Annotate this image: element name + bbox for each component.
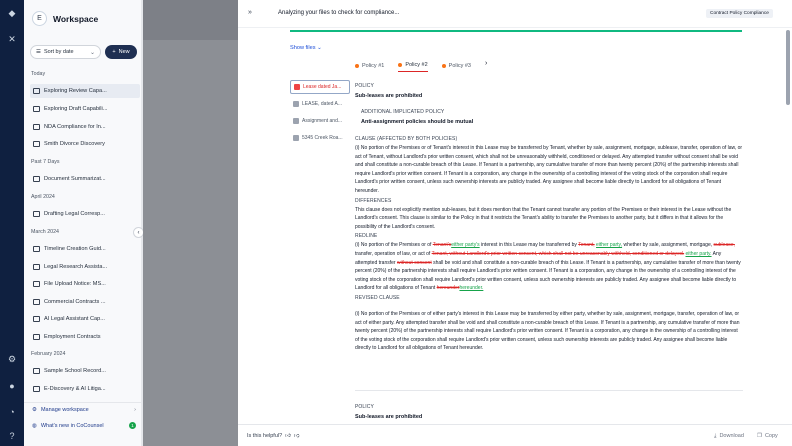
policy-label: POLICY <box>355 404 374 410</box>
chat-icon <box>33 106 40 112</box>
list-item[interactable] <box>30 120 140 134</box>
redline-deletion: hereunder <box>436 285 460 292</box>
redline-insertion: either party. <box>685 250 712 257</box>
thumbs-up-icon[interactable]: 👍︎ <box>285 433 291 439</box>
manage-workspace-label: Manage workspace <box>40 407 89 413</box>
list-item-label: Sample School Record... <box>44 368 106 374</box>
whats-new-label: What's new in CoCounsel <box>40 422 104 429</box>
revised-clause-text: (i) No portion of the Premises or of either party's interest in this Lease may be transferred by either party, whether by sale, assignment, mortgage, transfer, operation of law, or act of either party. Any attempted transfer shall be void and shall constitute a non-curable breach of this Lease. If Tenant is a partnership, any cumulative transfer of more than twenty percent (20%) of the partnership interests shall require Landlord's prior written consent. If Tenant is a corporation, any change in the ownership of a controlling interest of the voting stock of the corporation shall require Landlord's prior written consent, unless such ownership interests are publicly traded. Any assignee shall become liable directly to Landlord for all obligations of Tenant hereunder. <box>355 310 740 352</box>
status-text: Analyzing your files to check for compliance... <box>278 10 400 16</box>
redline-segment: whether by sale, assignment, mortgage, <box>622 242 714 249</box>
settings-icon[interactable]: ⚙ <box>7 353 17 364</box>
differences-text: This clause does not explicitly mention sub-leases, but it does mention that the Tenant cannot transfer any portion of the Premises or their interest in the Lease without the Landlord's consent. This clause is similar to the Policy in that it restricts the Tenant's ability to transfer the Premises to another party, but it differs in that it allows for the possibility of the Landlord's consent. <box>355 206 732 230</box>
section-label: Past 7 Days <box>31 159 60 165</box>
chevron-down-icon: ⌄ <box>317 45 322 51</box>
compliance-result <box>355 80 743 353</box>
list-item[interactable] <box>30 312 140 326</box>
feedback-row <box>247 433 300 439</box>
download-label: Download <box>719 433 744 439</box>
file-icon <box>293 135 299 141</box>
modal-backdrop[interactable] <box>143 0 239 446</box>
list-item[interactable] <box>30 242 140 256</box>
globe-icon: ◍ <box>32 422 37 429</box>
list-item-label: Timeline Creation Guid... <box>44 246 106 252</box>
chat-icon <box>33 211 40 217</box>
download-icon: ⤓ <box>714 433 717 439</box>
redline-deletion: Tenant, without Landlord's prior written consent, which shall not be unreasonably withheld, conditioned or delayed. <box>431 250 685 257</box>
plus-icon: + <box>112 49 116 55</box>
list-item-label: Exploring Review Capa... <box>44 88 107 94</box>
chat-icon <box>33 334 40 340</box>
compliance-panel <box>238 0 792 446</box>
backdrop-header <box>143 0 239 40</box>
workspace-header[interactable] <box>32 11 98 26</box>
copy-button[interactable] <box>757 433 778 439</box>
download-button[interactable] <box>714 433 744 440</box>
show-files-link[interactable] <box>290 45 322 51</box>
workspace-name: Workspace <box>53 13 99 24</box>
list-item-label: Document Summarizat... <box>44 176 106 182</box>
gear-icon: ⚙ <box>32 407 37 413</box>
file-name: 5345 Creek Roa... <box>302 135 343 141</box>
progress-fill <box>290 30 742 32</box>
file-item[interactable] <box>290 97 350 111</box>
chat-icon <box>33 368 40 374</box>
chat-icon[interactable]: ◔ <box>9 407 15 417</box>
clause-text: (i) No portion of the Premises or of Tenant's interest in this Lease may be transferred by Tenant, whether by sale, assignment, mortgage, sublease, transfer, operation of law, or act of Tenant, without Landlord's prior written consent, which shall not be unreasonably withheld, conditioned or delayed. Any attempted transfer without consent shall be void and shall constitute a non-curable breach of this Lease. If Tenant is a partnership, any cumulative transfer of more than twenty percent (20%) of the partnership interests shall require Landlord's prior written consent. If Tenant is a corporation, any change in the ownership of a controlling interest of the voting stock of the corporation shall require Landlord's prior written consent, unless such ownership interests are publicly traded. Any assignee shall become liable directly to Landlord for all obligations of Tenant hereunder. <box>355 145 743 194</box>
chat-icon <box>33 386 40 392</box>
file-item[interactable] <box>290 80 350 94</box>
new-button[interactable] <box>105 45 137 59</box>
copy-label: Copy <box>764 433 778 439</box>
chat-icon <box>33 176 40 182</box>
expand-icon[interactable]: » <box>248 9 252 16</box>
file-item[interactable] <box>290 131 350 145</box>
section-label: April 2024 <box>31 194 55 200</box>
workspace-avatar: E <box>32 11 47 26</box>
file-name: Lease dated Ja... <box>303 84 342 90</box>
redline-segment: interest in this Lease may be transferred by <box>479 242 579 249</box>
list-item-label: E-Discovery & AI Litiga... <box>44 386 106 392</box>
list-item[interactable] <box>30 330 140 344</box>
list-item[interactable] <box>30 382 140 396</box>
redline-deletion: Tenant, <box>578 242 595 249</box>
tab-label: Policy #3 <box>448 62 471 69</box>
redline-text <box>355 241 743 293</box>
section-label: March 2024 <box>31 229 59 235</box>
redline-deletion: without consent <box>396 259 432 266</box>
list-item-label: Legal Research Assista... <box>44 264 108 270</box>
status-dot-icon <box>442 64 446 68</box>
chat-icon <box>33 246 40 252</box>
clause-label: CLAUSE (AFFECTED BY BOTH POLICIES) <box>355 136 458 142</box>
divider <box>355 390 743 391</box>
section-label: February 2024 <box>31 351 66 357</box>
progress-bar <box>290 30 742 32</box>
sidebar-footer <box>24 402 142 403</box>
profile-icon[interactable]: ● <box>9 381 15 391</box>
show-files-label: Show files <box>290 45 316 51</box>
status-dot-icon <box>355 64 359 68</box>
chevron-left-icon: ‹ <box>137 229 140 236</box>
chat-icon <box>33 281 40 287</box>
file-icon <box>294 84 300 90</box>
chevron-down-icon: ⌄ <box>89 49 95 56</box>
redline-insertion: hereunder. <box>459 285 484 292</box>
list-item[interactable] <box>30 137 140 151</box>
tools-icon[interactable]: ✕ <box>8 33 16 44</box>
panel-footer <box>238 424 792 446</box>
scrollbar[interactable] <box>786 30 790 105</box>
tab-policy-1[interactable] <box>355 62 384 72</box>
redline-segment: transfer, operation of law, or act of <box>355 250 432 257</box>
list-item-label: Employment Contracts <box>44 334 101 340</box>
policy-tabs <box>355 62 487 72</box>
sort-icon: ☰ <box>36 49 41 55</box>
policy-label: POLICY <box>355 83 374 89</box>
redline-segment: (i) No portion of the Premises or of <box>355 242 433 249</box>
skill-tag: Contract Policy Compliance <box>706 9 773 18</box>
list-item[interactable] <box>30 102 140 116</box>
app-logo-icon[interactable]: ◆ <box>8 7 16 18</box>
list-item-label: Drafting Legal Corresp... <box>44 211 105 217</box>
list-item-label: NDA Compliance for In... <box>44 124 106 130</box>
list-item[interactable] <box>30 260 140 274</box>
list-item-label: Exploring Draft Capabili... <box>44 106 108 112</box>
chat-icon <box>33 141 40 147</box>
redline-label: REDLINE <box>355 233 378 240</box>
file-item[interactable] <box>290 114 350 128</box>
tab-policy-3[interactable] <box>442 62 471 72</box>
list-item[interactable] <box>30 84 140 98</box>
revised-clause-label: REVISED CLAUSE <box>355 294 400 301</box>
manage-workspace-link[interactable] <box>32 407 136 413</box>
help-icon[interactable]: ? <box>9 431 15 441</box>
status-dot-icon <box>398 63 402 67</box>
file-list <box>290 80 350 148</box>
redline-insertion: either party's <box>451 242 480 249</box>
list-item[interactable] <box>30 364 140 378</box>
whats-new-link[interactable] <box>32 422 136 429</box>
additional-policy-label: ADDITIONAL IMPLICATED POLICY <box>361 109 445 115</box>
file-name: LEASE, dated A... <box>302 101 343 107</box>
chat-icon <box>33 316 40 322</box>
file-icon <box>293 118 299 124</box>
redline-deletion: sublease, <box>713 242 735 249</box>
thumbs-down-icon[interactable]: 👎︎ <box>293 433 300 439</box>
chat-icon <box>33 124 40 130</box>
tab-label: Policy #2 <box>405 62 428 68</box>
file-name: Assignment and... <box>302 118 343 124</box>
sidebar <box>24 0 142 446</box>
list-item[interactable] <box>30 172 140 186</box>
redline-insertion: either party, <box>596 242 623 249</box>
tab-label: Policy #1 <box>362 62 385 69</box>
list-item-label: Commercial Contracts ... <box>44 299 106 305</box>
chat-icon <box>33 264 40 270</box>
notification-badge: 1 <box>129 422 136 429</box>
policy-text: Sub-leases are prohibited <box>355 93 423 99</box>
section-label: Today <box>31 71 46 77</box>
list-item-label: File Upload Notice: MS... <box>44 281 106 287</box>
tab-policy-2[interactable] <box>398 62 427 72</box>
list-item-label: Smith Divorce Discovery <box>44 141 105 147</box>
panel-header <box>238 0 792 28</box>
list-item-label: AI Legal Assistant Cap... <box>44 316 105 322</box>
sort-label: Sort by date <box>43 49 74 55</box>
list-item[interactable] <box>30 207 140 221</box>
sort-dropdown[interactable] <box>30 45 101 59</box>
policy-text: Sub-leases are prohibited <box>355 414 423 420</box>
chevron-right-icon[interactable]: › <box>484 60 488 67</box>
copy-icon: ❐ <box>757 433 762 439</box>
chat-icon <box>33 88 40 94</box>
redline-segment: Any attempted transfer <box>355 250 722 266</box>
new-button-label: New <box>118 49 130 55</box>
app-rail <box>0 0 24 446</box>
redline-segment: shall be void and shall constitute a non-curable breach of this Lease. If Tenant is a partnership, any cumulative transfer of more than twenty percent (20%) of the partnership interests shall require Landlord's prior written consent. If Tenant is a corporation, any change in the ownership of a controlling interest of the voting stock of the corporation shall require Landlord's prior written consent, unless such ownership interests are publicly traded. Any assignee shall become liable directly to Landlord for all obligations of Tenant <box>355 259 741 292</box>
helpful-label: Is this helpful? <box>247 433 283 439</box>
differences-label: DIFFERENCES <box>355 197 392 204</box>
list-item[interactable] <box>30 295 140 309</box>
redline-deletion: Tenant's <box>432 242 452 249</box>
chevron-right-icon: › <box>134 407 136 413</box>
chat-icon <box>33 299 40 305</box>
list-item[interactable] <box>30 277 140 291</box>
additional-policy-text: Anti-assignment policies should be mutual <box>361 119 474 125</box>
file-icon <box>293 101 299 107</box>
